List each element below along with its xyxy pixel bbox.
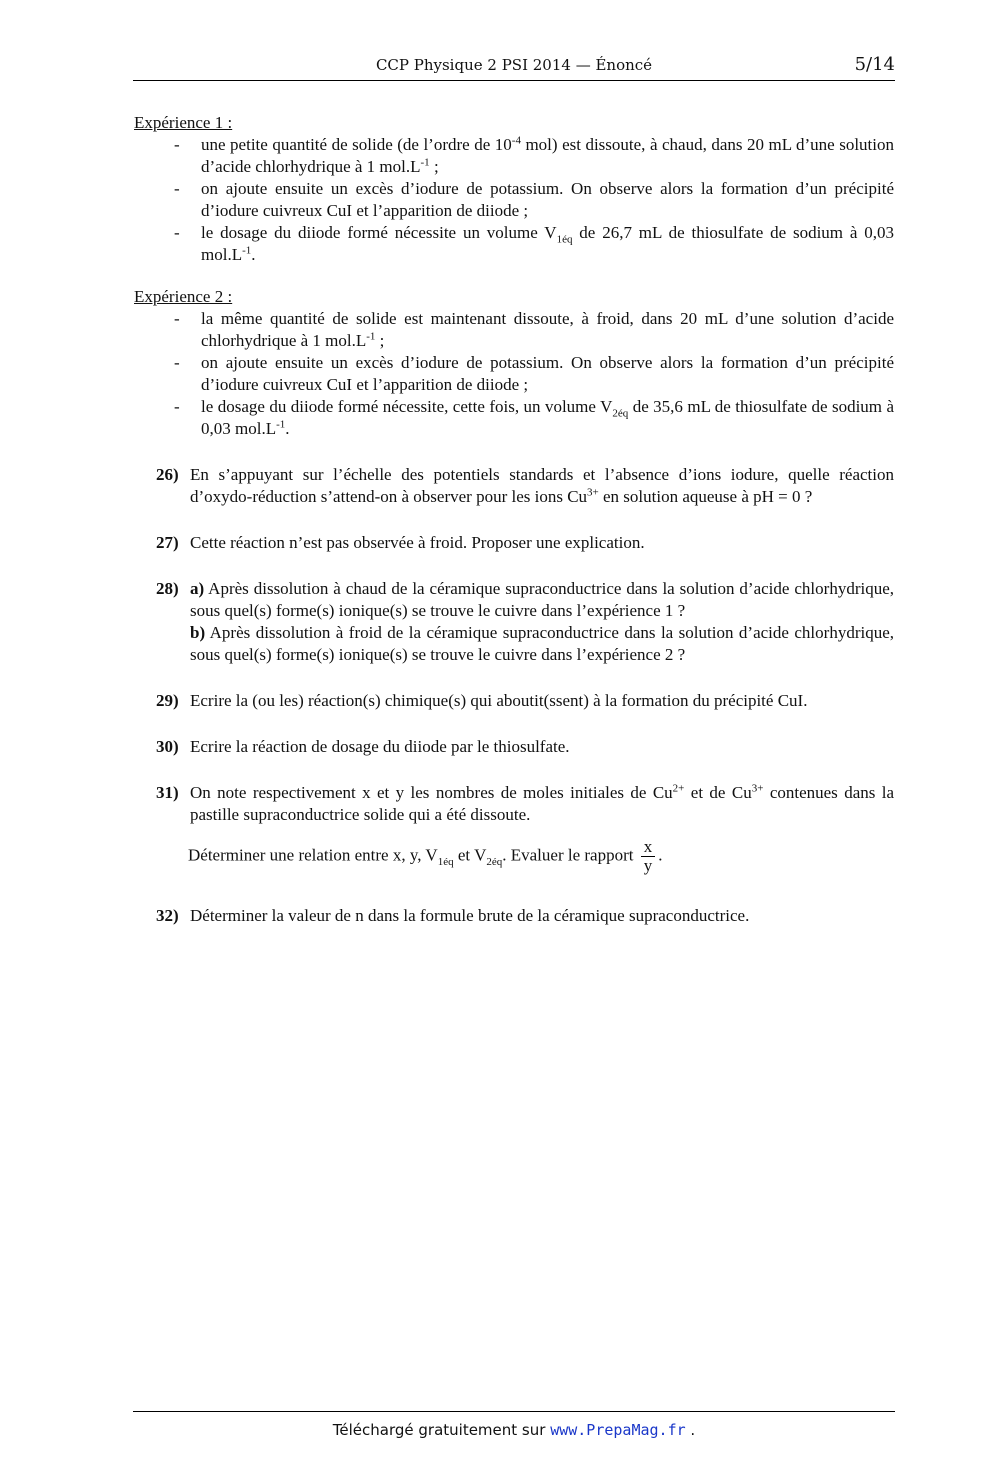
list-item: - le dosage du diiode formé nécessite un volume $V_{1éq}$ de 26,7 mL de thiosulfate de sodium à 0,03 $mol.L^{-1}$. bbox=[174, 223, 894, 264]
ratio-fraction: $\frac{x}{y}$ bbox=[641, 838, 656, 875]
bullet-dash: - bbox=[174, 179, 180, 198]
list-item: - on ajoute ensuite un excès d’iodure de potassium. On observe alors la formation d’un précipité d’iodure cuivreux CuI et l’apparition de diiode ; bbox=[174, 179, 894, 220]
bullet-dash: - bbox=[174, 309, 180, 328]
question-number: 27) bbox=[156, 533, 179, 552]
footer-rule bbox=[133, 1411, 895, 1412]
experience-1-list bbox=[134, 134, 894, 266]
bullet-dash: - bbox=[174, 397, 180, 416]
page-header bbox=[133, 54, 895, 81]
list-item: - une petite quantité de solide (de l’ordre de $10^{-4}$ mol) est dissoute, à chaud, dans 20 mL d’une solution d’acide chlorhydrique à 1 $mol.L^{-1}$ ; bbox=[174, 134, 894, 176]
footer-link[interactable]: www.PrepaMag.fr bbox=[550, 1421, 686, 1439]
question-number: 28) bbox=[156, 579, 179, 598]
footer-text: Téléchargé gratuitement sur bbox=[332, 1421, 551, 1439]
bullet-dash: - bbox=[174, 353, 180, 372]
experience-2 bbox=[134, 286, 894, 440]
question-29: 29) Ecrire la (ou les) réaction(s) chimique(s) qui aboutit(ssent) à la formation du précipité CuI. bbox=[156, 691, 808, 710]
question-number: 26) bbox=[156, 465, 179, 484]
experience-1 bbox=[134, 112, 894, 266]
question-28b: b) Après dissolution à froid de la céramique supraconductrice dans la solution d’acide chlorhydrique, sous quel(s) forme(s) ionique(s) se trouve le cuivre dans l’expérience 2 ? bbox=[190, 623, 894, 664]
list-item: - la même quantité de solide est maintenant dissoute, à froid, dans 20 mL d’une solution d’acide chlorhydrique à 1 $mol.L^{-1}$ ; bbox=[174, 309, 894, 350]
experience-1-title: Expérience 1 : bbox=[134, 113, 233, 132]
bullet-dash: - bbox=[174, 223, 180, 242]
header-title: CCP Physique 2 PSI 2014 — Énoncé bbox=[375, 56, 653, 74]
question-number: 32) bbox=[156, 906, 179, 925]
question-26: 26) En s’appuyant sur l’échelle des potentiels standards et l’absence d’ions iodure, quelle réaction d’oxydo-réduction s’attend-on à observer pour les ions $Cu^{3+}$ en solution aqueuse à pH = 0 ? bbox=[156, 465, 894, 506]
page-number: 5/14 bbox=[854, 54, 895, 75]
question-31-statement: On note respectivement x et y les nombres de moles initiales de $Cu^{2+}$ et de $Cu^{3+}$ contenues dans la pastille supraconductrice solide qui a été dissoute. bbox=[190, 782, 895, 824]
question-28 bbox=[134, 578, 894, 666]
document-body bbox=[134, 112, 894, 951]
list-item: - le dosage du diiode formé nécessite, cette fois, un volume $V_{2éq}$ de 35,6 mL de thiosulfate de sodium à 0,03 $mol.L^{-1}$. bbox=[174, 397, 894, 438]
question-30: 30) Ecrire la réaction de dosage du diiode par le thiosulfate. bbox=[156, 737, 570, 756]
question-27: 27) Cette réaction n’est pas observée à froid. Proposer une explication. bbox=[156, 533, 645, 552]
question-number: 30) bbox=[156, 737, 179, 756]
page-footer: Téléchargé gratuitement sur www.PrepaMag.fr . bbox=[332, 1421, 696, 1439]
experience-2-title: Expérience 2 : bbox=[134, 287, 233, 306]
bullet-dash: - bbox=[174, 135, 180, 154]
experience-2-list bbox=[134, 308, 894, 440]
question-32: 32) Déterminer la valeur de n dans la formule brute de la céramique supraconductrice. bbox=[156, 906, 750, 925]
question-number: 31) bbox=[156, 783, 179, 802]
question-31 bbox=[134, 782, 894, 875]
question-28a: a) Après dissolution à chaud de la céramique supraconductrice dans la solution d’acide chlorhydrique, sous quel(s) forme(s) ionique(s) se trouve le cuivre dans l’expérience 1 ? bbox=[190, 579, 894, 620]
list-item: - on ajoute ensuite un excès d’iodure de potassium. On observe alors la formation d’un précipité d’iodure cuivreux CuI et l’apparition de diiode ; bbox=[174, 353, 894, 394]
question-31-task: Déterminer une relation entre x, y, $V_{1éq}$ et $V_{2éq}$. Evaluer le rapport $\frac{x}{y}$ . bbox=[188, 837, 663, 875]
question-number: 29) bbox=[156, 691, 179, 710]
